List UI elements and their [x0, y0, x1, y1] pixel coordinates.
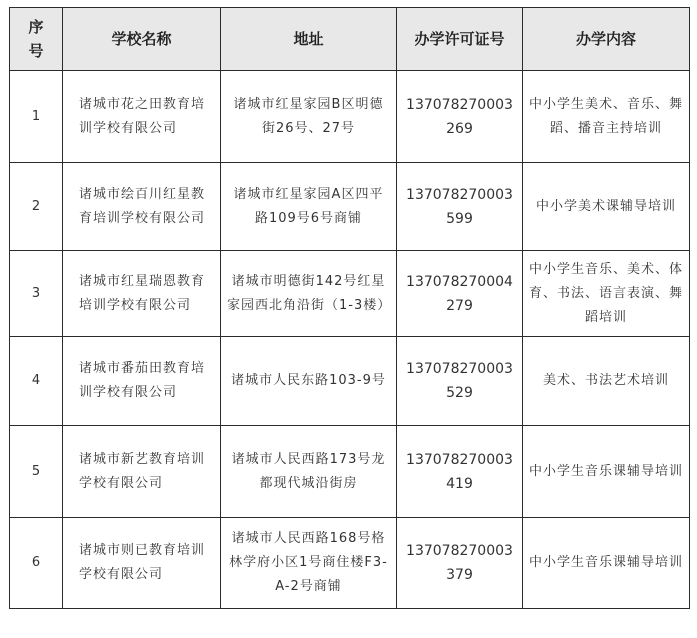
license-number: 137078270003529	[406, 361, 513, 401]
license-cell	[397, 71, 523, 163]
table-row	[10, 518, 690, 609]
content: 中小学生美术、音乐、舞蹈、播音主持培训	[529, 96, 684, 136]
table-row	[10, 163, 690, 251]
content: 中小学生音乐课辅导培训	[529, 555, 684, 570]
header-row	[10, 8, 690, 71]
table-row	[10, 251, 690, 337]
content-cell	[523, 163, 690, 251]
license-number: 137078270003269	[406, 96, 513, 137]
table-row	[10, 337, 690, 426]
content: 美术、书法艺术培训	[542, 373, 669, 388]
header-license: 办学许可证号	[397, 8, 523, 71]
license-cell	[397, 337, 523, 426]
schools-table-container	[9, 7, 690, 609]
address: 诸城市明德街142号红星家园西北角沿街（1-3楼）	[227, 273, 392, 313]
content-cell	[523, 518, 690, 609]
license-cell	[397, 518, 523, 609]
row-index: 3	[10, 251, 63, 337]
content-cell	[523, 337, 690, 426]
header-content: 办学内容	[523, 8, 690, 71]
school-name: 诸城市新艺教育培训学校有限公司	[79, 451, 206, 491]
school-name: 诸城市则已教育培训学校有限公司	[79, 543, 206, 582]
row-index: 2	[10, 163, 63, 251]
address: 诸城市人民西路168号格林学府小区1号商住楼F3-A-2号商铺	[229, 531, 388, 594]
schools-table	[9, 7, 690, 609]
address: 诸城市人民东路103-9号	[231, 373, 386, 388]
license-cell	[397, 163, 523, 251]
school-name-cell	[63, 518, 221, 609]
header-index: 序号	[10, 8, 63, 71]
content-cell	[523, 71, 690, 163]
license-number: 137078270003379	[406, 543, 513, 583]
license-cell	[397, 251, 523, 337]
row-index: 6	[10, 518, 63, 609]
school-name-cell	[63, 251, 221, 337]
row-index: 1	[10, 71, 63, 163]
school-name: 诸城市花之田教育培训学校有限公司	[79, 96, 206, 136]
school-name-cell	[63, 337, 221, 426]
license-number: 137078270003599	[406, 186, 513, 227]
address-cell	[221, 426, 397, 518]
school-name-cell	[63, 426, 221, 518]
address-cell	[221, 71, 397, 163]
address: 诸城市红星家园A区四平路109号6号商铺	[233, 186, 384, 226]
content-cell	[523, 251, 690, 337]
license-number: 137078270003419	[406, 451, 513, 492]
content: 中小学美术课辅导培训	[535, 198, 676, 214]
address: 诸城市红星家园B区明德街26号、27号	[233, 96, 384, 136]
school-name-cell	[63, 71, 221, 163]
table-row	[10, 71, 690, 163]
school-name: 诸城市红星瑞恩教育培训学校有限公司	[79, 273, 206, 313]
content: 中小学生音乐、美术、体育、书法、语言表演、舞蹈培训	[529, 261, 684, 325]
license-cell	[397, 426, 523, 518]
header-school-name: 学校名称	[63, 8, 221, 71]
school-name-cell	[63, 163, 221, 251]
address-cell	[221, 518, 397, 609]
school-name: 诸城市绘百川红星教育培训学校有限公司	[79, 186, 206, 226]
address-cell	[221, 251, 397, 337]
content: 中小学生音乐课辅导培训	[529, 463, 684, 479]
license-number: 137078270004279	[406, 273, 513, 314]
header-address: 地址	[221, 8, 397, 71]
table-row	[10, 426, 690, 518]
address-cell	[221, 163, 397, 251]
row-index: 4	[10, 337, 63, 426]
school-name: 诸城市番茄田教育培训学校有限公司	[79, 361, 206, 400]
address: 诸城市人民西路173号龙都现代城沿街房	[231, 451, 386, 491]
address-cell	[221, 337, 397, 426]
content-cell	[523, 426, 690, 518]
row-index: 5	[10, 426, 63, 518]
